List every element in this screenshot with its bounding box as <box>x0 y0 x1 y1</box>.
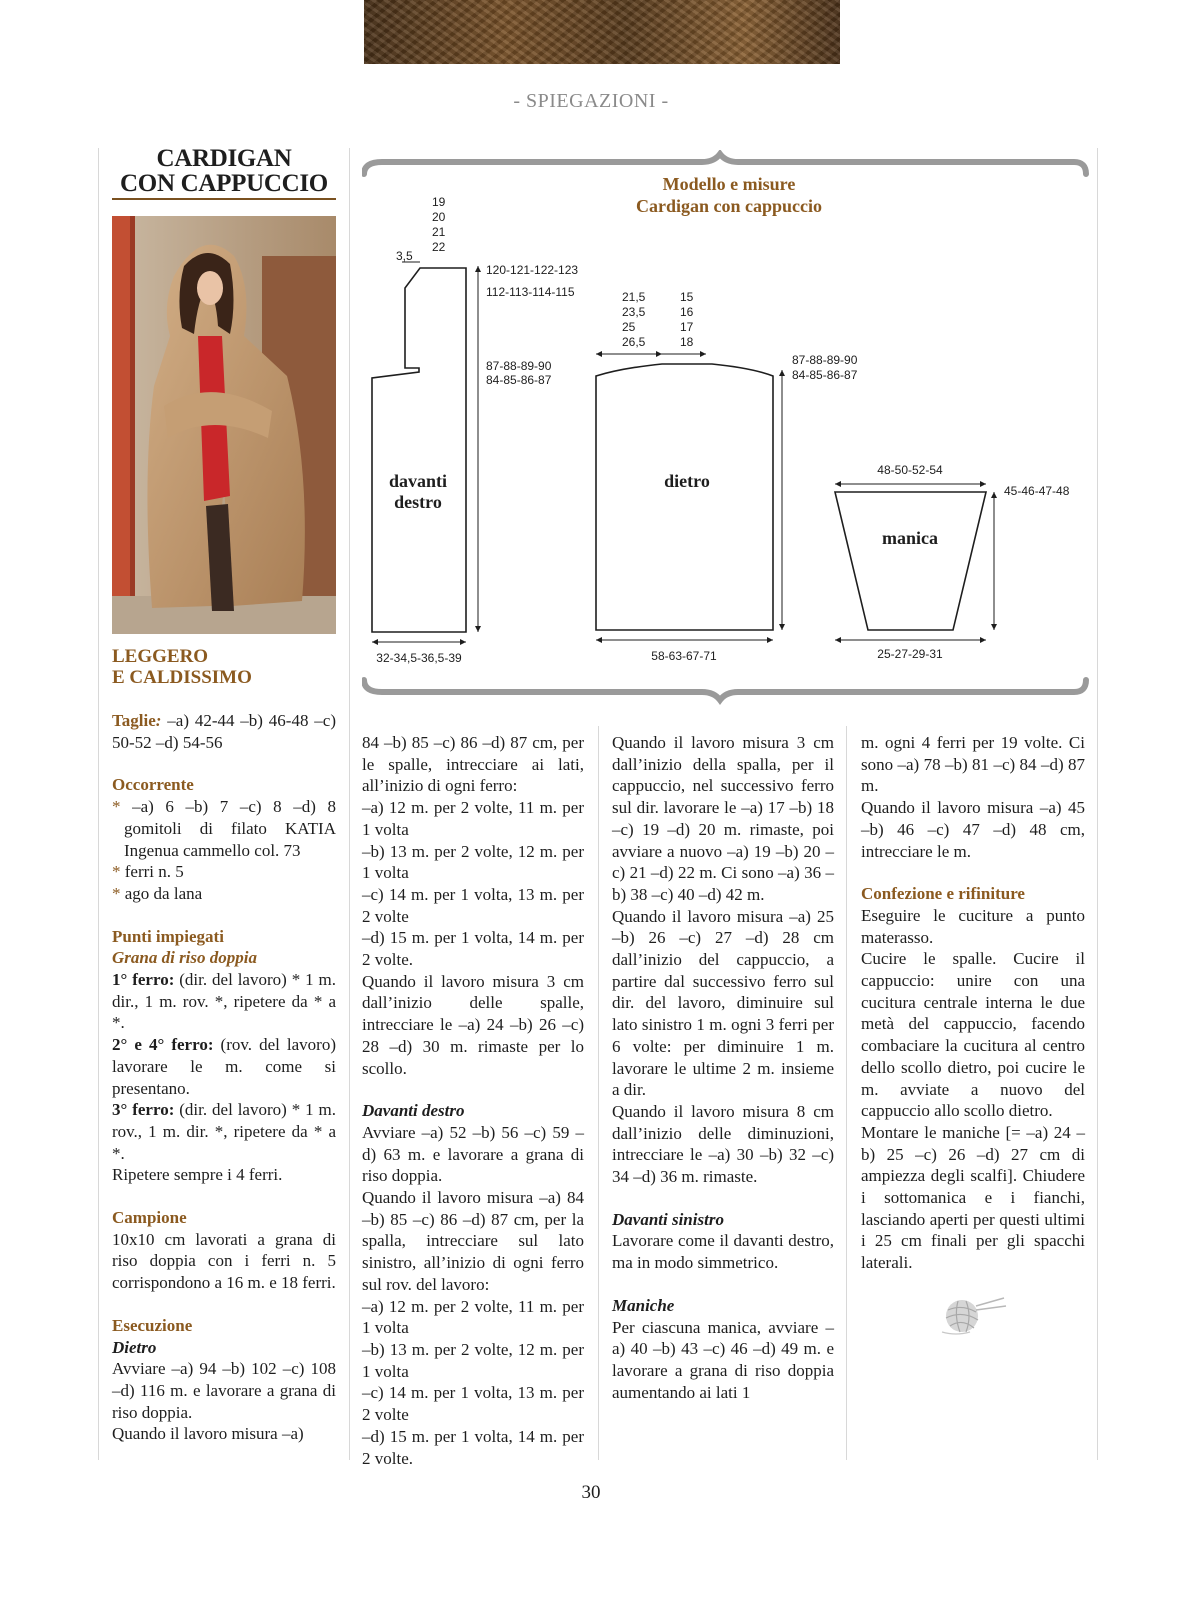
front-neck-width-d: 22 <box>432 240 446 254</box>
front-neck-width-a: 19 <box>432 195 446 209</box>
column-2 <box>362 732 584 1469</box>
front-body-height-2: 84-85-86-87 <box>486 373 552 387</box>
sleeves-title: Maniche <box>612 1295 675 1315</box>
back-shoulder-width-d: 26,5 <box>622 335 646 349</box>
top-photo-strip <box>364 0 840 64</box>
materials-needles: ferri n. 5 <box>120 862 184 882</box>
yarn-ball-icon <box>936 1296 1008 1336</box>
back-body-height-2: 84-85-86-87 <box>792 368 858 382</box>
sleeve-shape <box>835 492 986 630</box>
row-3-text: (dir. del lavoro) * 1 m. rov., 1 m. dir. *, ripetere da * a *. <box>112 1100 336 1163</box>
back-title: Dietro <box>112 1337 157 1357</box>
title-line-1: CARDIGAN <box>156 145 292 172</box>
front-shoulder-width: 3,5 <box>396 249 413 263</box>
model-photo <box>112 216 336 634</box>
back-text: Avviare –a) 94 –b) 102 –c) 108 –d) 116 m. e lavorare a grana di riso doppia. <box>112 1359 336 1422</box>
article-title <box>110 146 338 196</box>
column-4 <box>861 732 1085 1274</box>
back-neck-width-a: 15 <box>680 290 694 304</box>
row-2-4-text: (rov. del lavoro) lavorare le m. come si presentano. <box>112 1035 336 1098</box>
finishing-title: Confezione e rifiniture <box>861 884 1025 904</box>
back-text-2: Quando il lavoro misura –a) <box>112 1424 304 1444</box>
execution-title: Esecuzione <box>112 1315 193 1335</box>
bullet-star: * <box>112 862 121 882</box>
sizes-paragraph <box>112 710 336 753</box>
back-neck-width-b: 16 <box>680 305 694 319</box>
stitches-title: Punti impiegati <box>112 926 224 946</box>
paragraph: –d) 15 m. per 1 volta, 14 m. per 2 volte. <box>362 928 584 970</box>
front-total-height-1: 120-121-122-123 <box>486 263 579 277</box>
article-subtitle <box>112 646 252 688</box>
row-1 <box>112 969 336 1034</box>
sleeve-label: manica <box>882 528 938 548</box>
materials-wool-needle: ago da lana <box>120 883 203 903</box>
column-3 <box>612 732 834 1403</box>
materials-item <box>112 883 336 905</box>
paragraph: Lavorare come il davanti destro, ma in modo simmetrico. <box>612 1231 834 1273</box>
column-rule <box>598 726 599 1460</box>
gauge-text: 10x10 cm lavorati a grana di riso doppia con i ferri n. 5 corrispondono a 16 m. e 18 ferri. <box>112 1229 336 1293</box>
paragraph: Quando il lavoro misura 8 cm dall’inizio delle diminuzioni, intrecciare le –a) 30 –b) 32 –c) 34 –d) 36 m. rimaste. <box>612 1101 834 1187</box>
paragraph: –c) 14 m. per 1 volta, 13 m. per 2 volte <box>362 884 584 926</box>
paragraph: Quando il lavoro misura 3 cm dall’inizio delle spalle, intrecciare le –a) 24 –b) 26 –c) 28 –d) 30 m. rimaste per lo scollo. <box>362 971 584 1078</box>
title-line-2: CON CAPPUCCIO <box>120 170 328 197</box>
paragraph: –a) 12 m. per 2 volte, 11 m. per 1 volta <box>362 798 584 839</box>
sizes-colon: : <box>155 711 162 730</box>
bullet-star: * <box>112 797 121 817</box>
row-2-4 <box>112 1034 336 1099</box>
page-number: 30 <box>581 1482 601 1503</box>
paragraph: Montare le maniche [= –a) 24 –b) 25 –c) 26 –d) 27 cm di ampiezza degli scalfi]. Chiudere i sottomanica e i fianchi, lasciando aperti per questi ultimi i 25 cm finali per gli spacchi laterali. <box>861 1122 1085 1273</box>
sizes-text: –a) 42-44 –b) 46-48 –c) 50-52 –d) 54-56 <box>112 711 336 752</box>
subtitle-line-2: E CALDISSIMO <box>112 667 252 688</box>
front-neck-width-b: 20 <box>432 210 446 224</box>
paragraph: –b) 13 m. per 2 volte, 12 m. per 1 volta <box>362 841 584 883</box>
column-1 <box>112 710 336 1445</box>
paragraph: 84 –b) 85 –c) 86 –d) 87 cm, per le spalle, intrecciare ai lati, all’inizio di ogni ferro: <box>362 733 584 796</box>
back-neck-width-d: 18 <box>680 335 694 349</box>
column-rule <box>846 726 847 1460</box>
paragraph: Cucire le spalle. Cucire il cappuccio: unire con una cucitura centrale interna le due metà del cappuccio, facendo combaciare la cucitura al centro dello scollo dietro, poi cucire le m. avviate a nuovo del cappuccio allo scollo dietro. <box>861 949 1085 1121</box>
front-total-height-2: 112-113-114-115 <box>486 285 575 299</box>
diagram-title-2: Cardigan con cappuccio <box>635 196 823 216</box>
column-rule <box>349 148 350 1460</box>
bullet-star: * <box>112 883 121 903</box>
diagram-title-1: Modello e misure <box>662 174 796 194</box>
section-header: - SPIEGAZIONI - <box>513 90 669 112</box>
paragraph: –c) 14 m. per 1 volta, 13 m. per 2 volte <box>362 1383 584 1425</box>
row-1-text: (dir. del lavoro) * 1 m. dir., 1 m. rov. *, ripetere da * a *. <box>112 970 336 1033</box>
back-shape <box>596 364 773 630</box>
stitch-name: Grana di riso doppia <box>112 948 257 968</box>
left-front-title: Davanti sinistro <box>612 1209 724 1229</box>
back-bottom-width: 58-63-67-71 <box>651 649 717 663</box>
materials-yarn: –a) 6 –b) 7 –c) 8 –d) 8 gomitoli di filato KATIA Ingenua cammello col. 73 <box>120 797 336 860</box>
back-label: dietro <box>664 471 710 491</box>
paragraph: –d) 15 m. per 1 volta, 14 m. per 2 volte. <box>362 1426 584 1468</box>
sleeve-top-width: 48-50-52-54 <box>877 463 943 477</box>
back-shoulder-width-b: 23,5 <box>622 305 646 319</box>
pattern-diagram <box>362 150 1106 712</box>
row-2-4-label: 2° e 4° ferro: <box>112 1035 214 1055</box>
paragraph: Per ciascuna manica, avviare –a) 40 –b) 43 –c) 46 –d) 49 m. e lavorare a grana di riso doppia aumentando ai lati 1 <box>612 1317 834 1402</box>
back-neck-width-c: 17 <box>680 320 694 334</box>
repeat-note: Ripetere sempre i 4 ferri. <box>112 1165 283 1185</box>
right-front-title: Davanti destro <box>362 1101 465 1121</box>
frame-top <box>364 154 1086 174</box>
paragraph: Quando il lavoro misura –a) 45 –b) 46 –c) 47 –d) 48 cm, intrecciare le m. <box>861 798 1085 861</box>
frame-bottom <box>364 680 1086 700</box>
front-body-height-1: 87-88-89-90 <box>486 359 552 373</box>
paragraph: –a) 12 m. per 2 volte, 11 m. per 1 volta <box>362 1296 584 1338</box>
title-underline <box>112 198 336 200</box>
paragraph: Quando il lavoro misura –a) 84 –b) 85 –c) 86 –d) 87 cm, per la spalla, intrecciare sul lato sinistro, all’inizio di ogni ferro sul rov. del lavoro: <box>362 1188 584 1294</box>
materials-item <box>112 861 336 883</box>
materials-title: Occorrente <box>112 775 194 795</box>
row-3 <box>112 1099 336 1164</box>
back-shoulder-width-a: 21,5 <box>622 290 646 304</box>
sleeve-bottom-width: 25-27-29-31 <box>877 647 943 661</box>
front-shape <box>372 268 466 632</box>
paragraph: Eseguire le cuciture a punto materasso. <box>861 905 1085 947</box>
paragraph: –b) 13 m. per 2 volte, 12 m. per 1 volta <box>362 1339 584 1381</box>
front-label-1: davanti <box>388 471 448 491</box>
row-3-label: 3° ferro: <box>112 1100 175 1120</box>
paragraph: Quando il lavoro misura 3 cm dall’inizio della spalla, per il cappuccio, nel successivo ferro sul dir. lavorare le –a) 17 –b) 18 –c) 19 –d) 20 m. rimaste, poi avviare a nuovo –a) 19 –b) 20 –c) 21 –d) 22 m. Ci sono –a) 36 –b) 38 –c) 40 –d) 42 m. <box>612 733 834 904</box>
front-label-2: destro <box>394 492 442 512</box>
paragraph: Avviare –a) 52 –b) 56 –c) 59 –d) 63 m. e lavorare a grana di riso doppia. <box>362 1122 584 1186</box>
back-body-height-1: 87-88-89-90 <box>792 353 858 367</box>
materials-item <box>112 796 336 861</box>
front-neck-width-c: 21 <box>432 225 446 239</box>
back-shoulder-width-c: 25 <box>622 320 636 334</box>
column-rule <box>98 148 99 1460</box>
row-1-label: 1° ferro: <box>112 970 175 990</box>
sleeve-height: 45-46-47-48 <box>1004 484 1070 498</box>
paragraph: m. ogni 4 ferri per 19 volte. Ci sono –a) 78 –b) 81 –c) 84 –d) 87 m. <box>861 733 1085 796</box>
subtitle-line-1: LEGGERO <box>112 646 209 667</box>
sizes-label: Taglie <box>112 711 156 730</box>
front-bottom-width: 32-34,5-36,5-39 <box>376 651 462 665</box>
paragraph: Quando il lavoro misura –a) 25 –b) 26 –c) 27 –d) 28 cm dall’inizio del cappuccio, a partire dal successivo ferro sul dir. del lavoro, diminuire sul lato sinistro 1 m. ogni 3 ferri per 6 volte: per diminuire 1 m. lavorare le ultime 2 m. insieme a dir. <box>612 906 834 1100</box>
gauge-title: Campione <box>112 1208 187 1228</box>
